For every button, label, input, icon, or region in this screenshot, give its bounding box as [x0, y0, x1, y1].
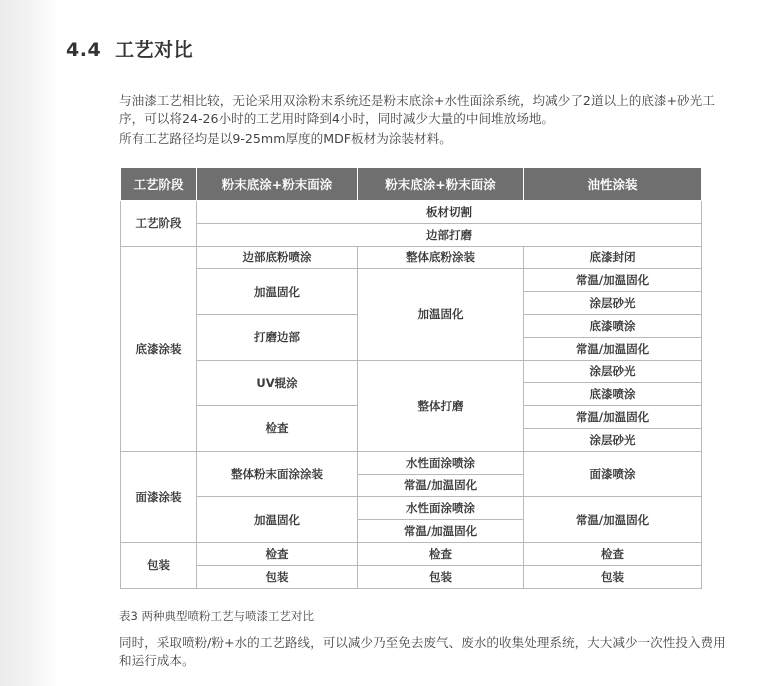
table-cell: 检查	[358, 542, 524, 565]
section-number: 4.4	[66, 39, 102, 61]
table-cell: UV辊涂	[197, 360, 358, 406]
table-row	[121, 246, 702, 269]
table-cell: 涂层砂光	[524, 292, 702, 315]
table-caption: 表3 两种典型喷粉工艺与喷漆工艺对比	[119, 609, 314, 623]
closing-paragraph: 同时，采取喷粉/粉+水的工艺路线，可以减少乃至免去废气、废水的收集处理系统，大大减少一次性投入费用和运行成本。	[119, 635, 726, 669]
table-cell: 加温固化	[197, 497, 358, 543]
table-cell: 检查	[197, 542, 358, 565]
intro-paragraph-1: 与油漆工艺相比较，无论采用双涂粉末系统还是粉末底涂+水性面涂系统，均减少了2道以上的底漆+砂光工序，可以将24-26小时的工艺用时降到4小时，同时减少大量的中间堆放场地。	[119, 93, 715, 127]
section-heading	[66, 35, 193, 62]
table-header-row	[121, 168, 702, 201]
process-comparison-table	[120, 167, 702, 589]
table-cell: 底漆喷涂	[524, 383, 702, 406]
table-cell: 加温固化	[197, 269, 358, 315]
table-cell: 打磨边部	[197, 314, 358, 360]
table-cell: 常温/加温固化	[358, 520, 524, 543]
stage-cell-prep: 工艺阶段	[121, 201, 197, 247]
table-cell: 常温/加温固化	[524, 497, 702, 543]
stage-cell-topcoat: 面漆涂装	[121, 451, 197, 542]
table-cell: 板材切割	[197, 201, 702, 224]
table-cell: 加温固化	[358, 269, 524, 360]
table-cell: 包装	[197, 565, 358, 588]
table-row	[121, 497, 702, 520]
page-side-shade	[0, 0, 58, 686]
header-powder-powder-a: 粉末底涂+粉末面涂	[197, 168, 358, 201]
header-oil-coating: 油性涂装	[524, 168, 702, 201]
table-cell: 底漆喷涂	[524, 314, 702, 337]
table-cell: 包装	[358, 565, 524, 588]
stage-cell-packaging: 包装	[121, 542, 197, 588]
table-cell: 常温/加温固化	[358, 474, 524, 497]
table-cell: 底漆封闭	[524, 246, 702, 269]
table-row	[121, 201, 702, 224]
table-cell: 面漆喷涂	[524, 451, 702, 497]
table-cell: 水性面涂喷涂	[358, 451, 524, 474]
table-row	[121, 269, 702, 292]
intro-paragraph-2: 所有工艺路径均是以9-25mm厚度的MDF板材为涂装材料。	[119, 131, 452, 146]
table-cell: 检查	[197, 406, 358, 452]
table-row	[121, 565, 702, 588]
stage-cell-primer: 底漆涂装	[121, 246, 197, 451]
table-cell: 整体打磨	[358, 360, 524, 451]
table-cell: 常温/加温固化	[524, 337, 702, 360]
table-cell: 边部打磨	[197, 223, 702, 246]
table-cell: 涂层砂光	[524, 360, 702, 383]
table-cell: 水性面涂喷涂	[358, 497, 524, 520]
header-stage: 工艺阶段	[121, 168, 197, 201]
table-row	[121, 223, 702, 246]
table-cell: 边部底粉喷涂	[197, 246, 358, 269]
table-cell: 常温/加温固化	[524, 269, 702, 292]
table-cell: 包装	[524, 565, 702, 588]
table-cell: 常温/加温固化	[524, 406, 702, 429]
table-row	[121, 542, 702, 565]
table-cell: 检查	[524, 542, 702, 565]
table-row	[121, 360, 702, 383]
section-title: 工艺对比	[115, 39, 194, 61]
table-cell: 整体粉末面涂涂装	[197, 451, 358, 497]
header-powder-powder-b: 粉末底涂+粉末面涂	[358, 168, 524, 201]
table-cell: 整体底粉涂装	[358, 246, 524, 269]
table-row	[121, 451, 702, 474]
table-cell: 涂层砂光	[524, 428, 702, 451]
